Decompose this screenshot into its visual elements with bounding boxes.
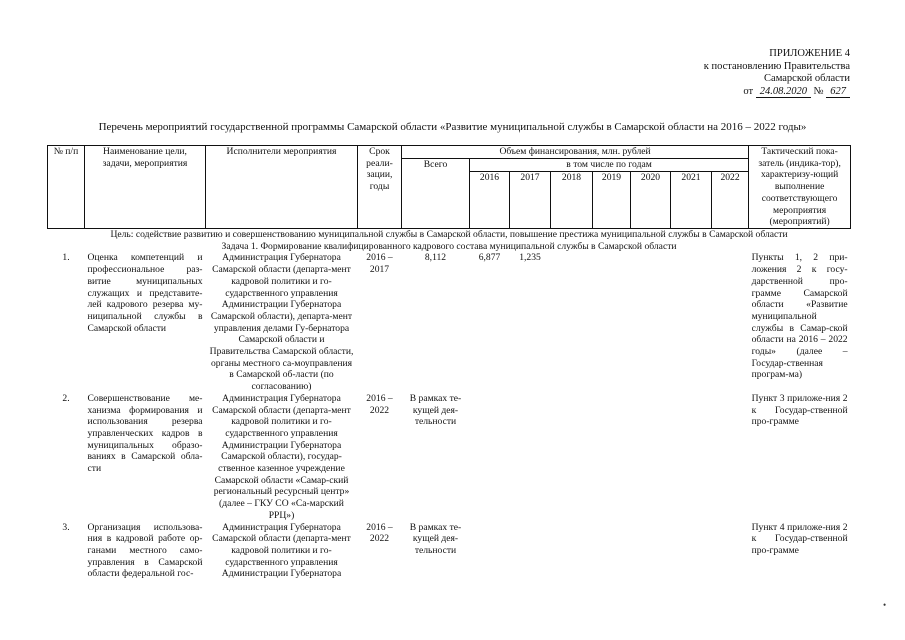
row-2017: 1,235: [519, 252, 541, 264]
row-term: 2016 – 2017: [366, 252, 393, 276]
row-executors: Администрация Губернатора Самарской области (департа-мент кадровой политики и го-сударственного управления Администрации Губернатора: [212, 521, 351, 580]
row-indicator: Пункты 1, 2 при-ложения 2 к госу-дарственной про-грамме Самарской области «Развитие муниципальной службы в Самар-ской области на 2016 – 2022 годы» (далее – Государ-ственная програм-ма): [751, 252, 848, 381]
header-total: Всего: [402, 159, 470, 229]
document-title: Перечень мероприятий государственной программы Самарской области «Развитие муниципальной службы в Самарской области на 2016 – 2022 годы»: [98, 121, 807, 133]
row-2017: [510, 522, 551, 581]
row-2016: [470, 393, 510, 522]
table-row: [48, 522, 851, 581]
row-term: 2016 – 2022: [366, 521, 393, 545]
row-2022: [712, 522, 749, 581]
row-num: 3.: [62, 521, 70, 533]
row-executors: Администрация Губернатора Самарской области (департа-мент кадровой политики и го-сударственного управления Администрации Губернатора Самарской области), департа-мент управления делами Гу-бернатора Самарской области и Правительства Самарской области, органы местного са-моуправления в Самарской об-ласти (по согласованию): [209, 252, 354, 393]
header-year-2016: 2016: [470, 172, 510, 229]
measures-table: [47, 145, 851, 580]
appendix-title: ПРИЛОЖЕНИЕ 4: [769, 48, 850, 59]
row-name: Совершенствование ме-ханизма формирования и использования резерва управленческих кадров в муниципальных образо-ваниях в Самарской обла-сти: [87, 392, 203, 475]
row-2017: [510, 393, 551, 522]
number-sign: №: [813, 85, 824, 97]
row-name: Оценка компетенций и профессиональное раз-витие муниципальных служащих и представите-лей кадрового резерва му-ниципальной службы в Самарской области: [87, 252, 203, 334]
row-2020: [631, 522, 671, 581]
header-executors: Исполнители мероприятия: [206, 146, 358, 229]
number-value: 627: [826, 86, 850, 98]
row-2016: 6,877: [478, 252, 501, 264]
row-2022: [712, 252, 749, 392]
task-row: Задача 1. Формирование квалифицированного кадрового состава муниципальной службы в Самарской области: [221, 240, 677, 252]
goal-row: Цель: содействие развитию и совершенствованию муниципальной службы в Самарской области, повышение престижа муниципальной службы в Самарской области: [110, 229, 788, 240]
row-2018: [551, 522, 593, 581]
appendix-resolution-line: к постановлению Правительства: [703, 60, 850, 72]
appendix-date-line: [670, 86, 850, 99]
row-2019: [593, 252, 631, 392]
row-total: В рамках те-кущей дея-тельности: [409, 392, 462, 428]
row-name: Организация использова-ния в кадровой работе ор-ганами местного само-управления в Самарской области федеральной гос-: [87, 521, 203, 580]
table-row: [48, 393, 851, 522]
header-year-2019: 2019: [593, 172, 631, 229]
row-term: 2016 – 2022: [366, 392, 393, 416]
row-2016: [470, 522, 510, 581]
row-num: 2.: [62, 392, 70, 404]
row-num: 1.: [62, 252, 70, 264]
row-2018: [551, 393, 593, 522]
row-indicator: Пункт 4 приложе-ния 2 к Государ-ственной про-грамме: [751, 521, 848, 556]
header-name: Наименование цели, задачи, мероприятия: [85, 146, 206, 229]
scan-speck: •: [883, 600, 887, 610]
date-prefix: от: [743, 85, 754, 97]
row-2021: [671, 393, 712, 522]
header-year-2020: 2020: [631, 172, 671, 229]
header-year-2021: 2021: [671, 172, 712, 229]
header-funding: Объем финансирования, млн. рублей: [402, 146, 749, 159]
row-2018: [551, 252, 593, 392]
row-2020: [631, 252, 671, 392]
row-2021: [671, 522, 712, 581]
header-year-2017: 2017: [510, 172, 551, 229]
row-2022: [712, 393, 749, 522]
header-term: Срок реали-зации, годы: [358, 146, 402, 229]
header-year-2018: 2018: [551, 172, 593, 229]
date-value: 24.08.2020: [756, 86, 811, 98]
appendix-block: [670, 48, 850, 98]
header-year-2022: 2022: [712, 172, 749, 229]
row-2021: [671, 252, 712, 392]
row-2020: [631, 393, 671, 522]
row-2019: [593, 393, 631, 522]
header-num: № п/п: [48, 146, 85, 229]
row-2019: [593, 522, 631, 581]
appendix-region-line: Самарской области: [764, 73, 850, 84]
header-by-year: в том числе по годам: [470, 159, 749, 172]
header-indicator: Тактический пока-затель (индика-тор), характеризу-ющий выполнение соответствующего мероприятия (мероприятий): [749, 146, 851, 229]
row-executors: Администрация Губернатора Самарской области (департа-мент кадровой политики и го-сударственного управления Администрации Губернатора Самарской области), государ-ственное казенное учреждение Самарской области «Самар-ский региональный ресурсный центр» (далее – ГКУ СО «Са-марский РРЦ»): [212, 392, 351, 521]
row-total: В рамках те-кущей дея-тельности: [409, 521, 462, 556]
row-total: 8,112: [424, 252, 447, 264]
table-row: [48, 252, 851, 392]
row-indicator: Пункт 3 приложе-ния 2 к Государ-ственной про-грамме: [751, 392, 848, 428]
